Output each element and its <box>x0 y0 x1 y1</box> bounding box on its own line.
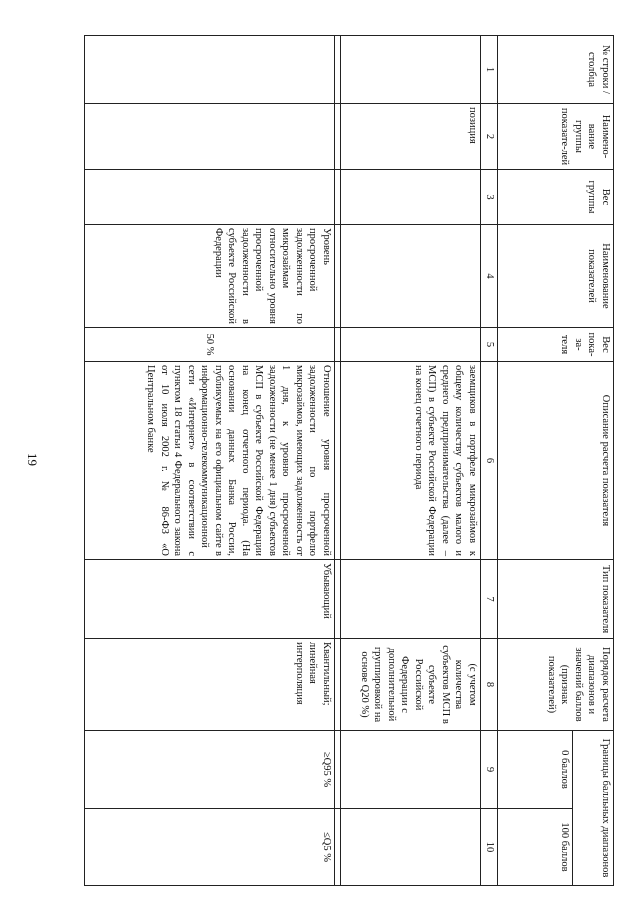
header-hundred-points: 100 баллов <box>498 809 573 886</box>
zero-points-cell: ≥Q95 % <box>85 731 335 809</box>
header-score-ranges: Границы балльных диапазонов <box>573 731 614 886</box>
column-number: 4 <box>481 225 498 328</box>
column-number: 3 <box>481 170 498 225</box>
column-number: 10 <box>481 809 498 886</box>
zero-points-cell <box>341 731 481 809</box>
header-group-name: Наимено-вание группы показате-лей <box>498 104 614 170</box>
header-indicator-weight: Вес пока-за-теля <box>498 328 614 362</box>
indicators-table <box>84 35 614 886</box>
column-number: 1 <box>481 36 498 104</box>
column-number-row <box>481 36 498 886</box>
indicator-weight-cell <box>341 328 481 362</box>
header-row-number: № строки / столбца <box>498 36 614 104</box>
header-calculation-description: Описание расчета показателя <box>498 362 614 560</box>
row-number-cell <box>341 36 481 104</box>
header-zero-points: 0 баллов <box>498 731 573 809</box>
score-calculation-cell: Квантильный; линейная интерполяция <box>85 639 335 731</box>
indicator-name-cell: Уровень просроченной задолженности по микрозаймам относительно уровня просроченной задолженности в субъекте Российской Федерации <box>85 225 335 328</box>
column-number: 9 <box>481 731 498 809</box>
group-weight-cell <box>341 170 481 225</box>
column-number: 2 <box>481 104 498 170</box>
header-indicator-name: Наименование показателей <box>498 225 614 328</box>
indicator-weight-cell: 50 % <box>85 328 335 362</box>
group-weight-cell <box>85 170 335 225</box>
indicator-type-cell: Убывающий <box>85 560 335 639</box>
column-number: 6 <box>481 362 498 560</box>
calculation-description-cell: Отношение уровня просроченной задолженности по портфелю микрозаймов, имеющих задолженность от 1 дня, к уровню просроченной задолженности (не менее 1 дня) субъектов МСП в субъекте Российской Федерации на конец отчетного периода. (На основании данных Банка России, публикуемых на его официальном сайте в информационно-телекоммуникационной сети «Интернет» в соответствии с пунктом 18 статьи 4 Федерального закона от 10 июля 2002 г. № 86-ФЗ «О Центральном банке <box>85 362 335 560</box>
header-score-calculation-order: Порядок расчета диапазонов и значений баллов (признак показателей) <box>498 639 614 731</box>
row-divider <box>335 36 341 886</box>
group-name-cell <box>85 104 335 170</box>
hundred-points-cell <box>341 809 481 886</box>
hundred-points-cell: ≤Q5 % <box>85 809 335 886</box>
table-row <box>341 36 481 886</box>
indicator-name-cell <box>341 225 481 328</box>
header-row-1 <box>573 36 614 886</box>
group-name-cell: позиция <box>341 104 481 170</box>
indicator-type-cell <box>341 560 481 639</box>
rotated-table-container <box>84 35 614 885</box>
header-group-weight: Вес группы <box>498 170 614 225</box>
row-number-cell <box>85 36 335 104</box>
column-number: 5 <box>481 328 498 362</box>
page-number: 19 <box>25 453 40 466</box>
score-calculation-cell: (с учетом количества субъектов МСП в субъекте Российской Федерации с дополнительной группировкой на основе Q20 %) <box>341 639 481 731</box>
header-indicator-type: Тип показателя <box>498 560 614 639</box>
table-row <box>85 36 335 886</box>
column-number: 7 <box>481 560 498 639</box>
calculation-description-cell: заемщиков в портфеле микрозаймов к общему количеству субъектов малого и среднего предпринимательства (далее – МСП) в субъекте Российской Федерации на конец отчетного периода <box>341 362 481 560</box>
column-number: 8 <box>481 639 498 731</box>
